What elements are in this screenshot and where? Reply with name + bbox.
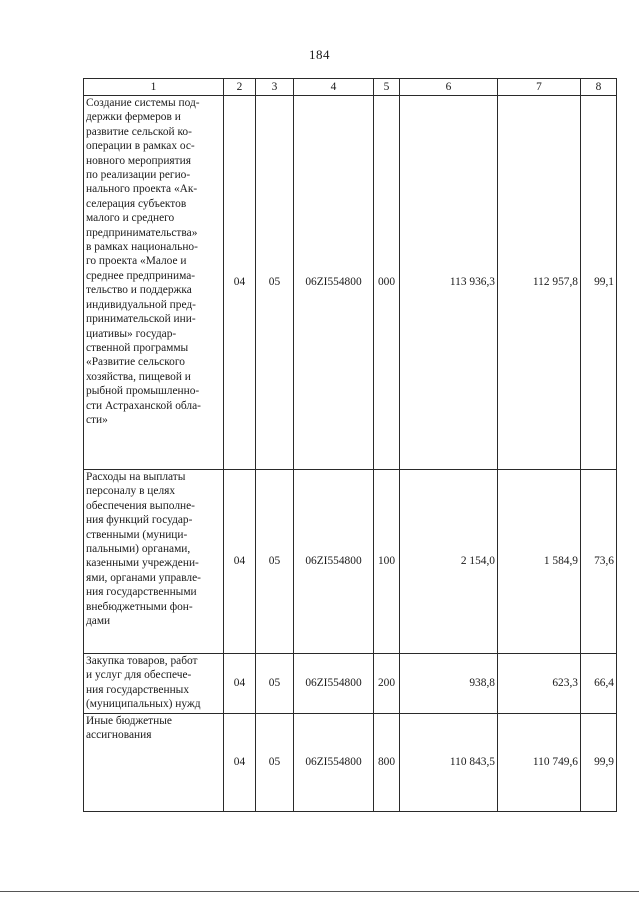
table-row — [84, 96, 617, 470]
cell-section: 04 — [224, 654, 256, 714]
cell-col-7: 112 957,8 — [498, 96, 581, 470]
page-number: 184 — [309, 47, 330, 62]
column-header: 8 — [581, 79, 617, 96]
cell-subsection: 05 — [256, 714, 294, 812]
cell-col-7: 110 749,6 — [498, 714, 581, 812]
cell-target-article: 06ZI554800 — [294, 654, 374, 714]
table-row — [84, 714, 617, 812]
cell-subsection: 05 — [256, 654, 294, 714]
cell-target-article: 06ZI554800 — [294, 470, 374, 654]
cell-expense-type: 000 — [374, 96, 400, 470]
row-description-text: Иные бюджетные ассигнования — [86, 715, 172, 742]
cell-expense-type: 200 — [374, 654, 400, 714]
row-description — [84, 714, 224, 812]
cell-col-8: 73,6 — [581, 470, 617, 654]
row-description-text: Создание системы под- держки фермеров и развитие сельской ко- операции в рамках ос- новного мероприятия по реализации регио- нального проекта «Ак- селерация субъектов малого и среднего предпринимательства» в рамках национально- го проекта «Малое и среднее предпринима- тельство и поддержка индивидуальной пред- принимательской ини- циативы» государ- ственной программы «Развитие сельского хозяйства, пищевой и рыбной промышленно- сти Астраханской обла- сти» — [86, 97, 201, 426]
cell-col-7: 623,3 — [498, 654, 581, 714]
column-header: 3 — [256, 79, 294, 96]
table-row — [84, 470, 617, 654]
row-description — [84, 654, 224, 714]
cell-target-article: 06ZI554800 — [294, 96, 374, 470]
cell-section: 04 — [224, 714, 256, 812]
cell-col-8: 66,4 — [581, 654, 617, 714]
cell-col-6: 113 936,3 — [400, 96, 498, 470]
cell-subsection: 05 — [256, 96, 294, 470]
column-header: 2 — [224, 79, 256, 96]
cell-expense-type: 100 — [374, 470, 400, 654]
cell-section: 04 — [224, 96, 256, 470]
cell-section: 04 — [224, 470, 256, 654]
column-header: 5 — [374, 79, 400, 96]
budget-table — [83, 78, 617, 812]
cell-target-article: 06ZI554800 — [294, 714, 374, 812]
row-description-text: Расходы на выплаты персоналу в целях обеспечения выполне- ния функций государ- ственными (муници- пальными) органами, казенными учреждени- ями, органами управле- ния государственными внебюджетными фон- дами — [86, 471, 201, 628]
column-header: 4 — [294, 79, 374, 96]
cell-col-8: 99,1 — [581, 96, 617, 470]
cell-col-6: 2 154,0 — [400, 470, 498, 654]
row-description-text: Закупка товаров, работ и услуг для обеспече- ния государственных (муниципальных) нужд — [86, 655, 201, 711]
row-description — [84, 96, 224, 470]
table-row — [84, 654, 617, 714]
cell-col-6: 938,8 — [400, 654, 498, 714]
column-header: 1 — [84, 79, 224, 96]
page-bottom-rule — [0, 891, 639, 892]
cell-col-6: 110 843,5 — [400, 714, 498, 812]
cell-subsection: 05 — [256, 470, 294, 654]
cell-col-8: 99,9 — [581, 714, 617, 812]
column-header: 7 — [498, 79, 581, 96]
column-header: 6 — [400, 79, 498, 96]
cell-expense-type: 800 — [374, 714, 400, 812]
table-header-row — [84, 79, 617, 96]
cell-col-7: 1 584,9 — [498, 470, 581, 654]
row-description — [84, 470, 224, 654]
